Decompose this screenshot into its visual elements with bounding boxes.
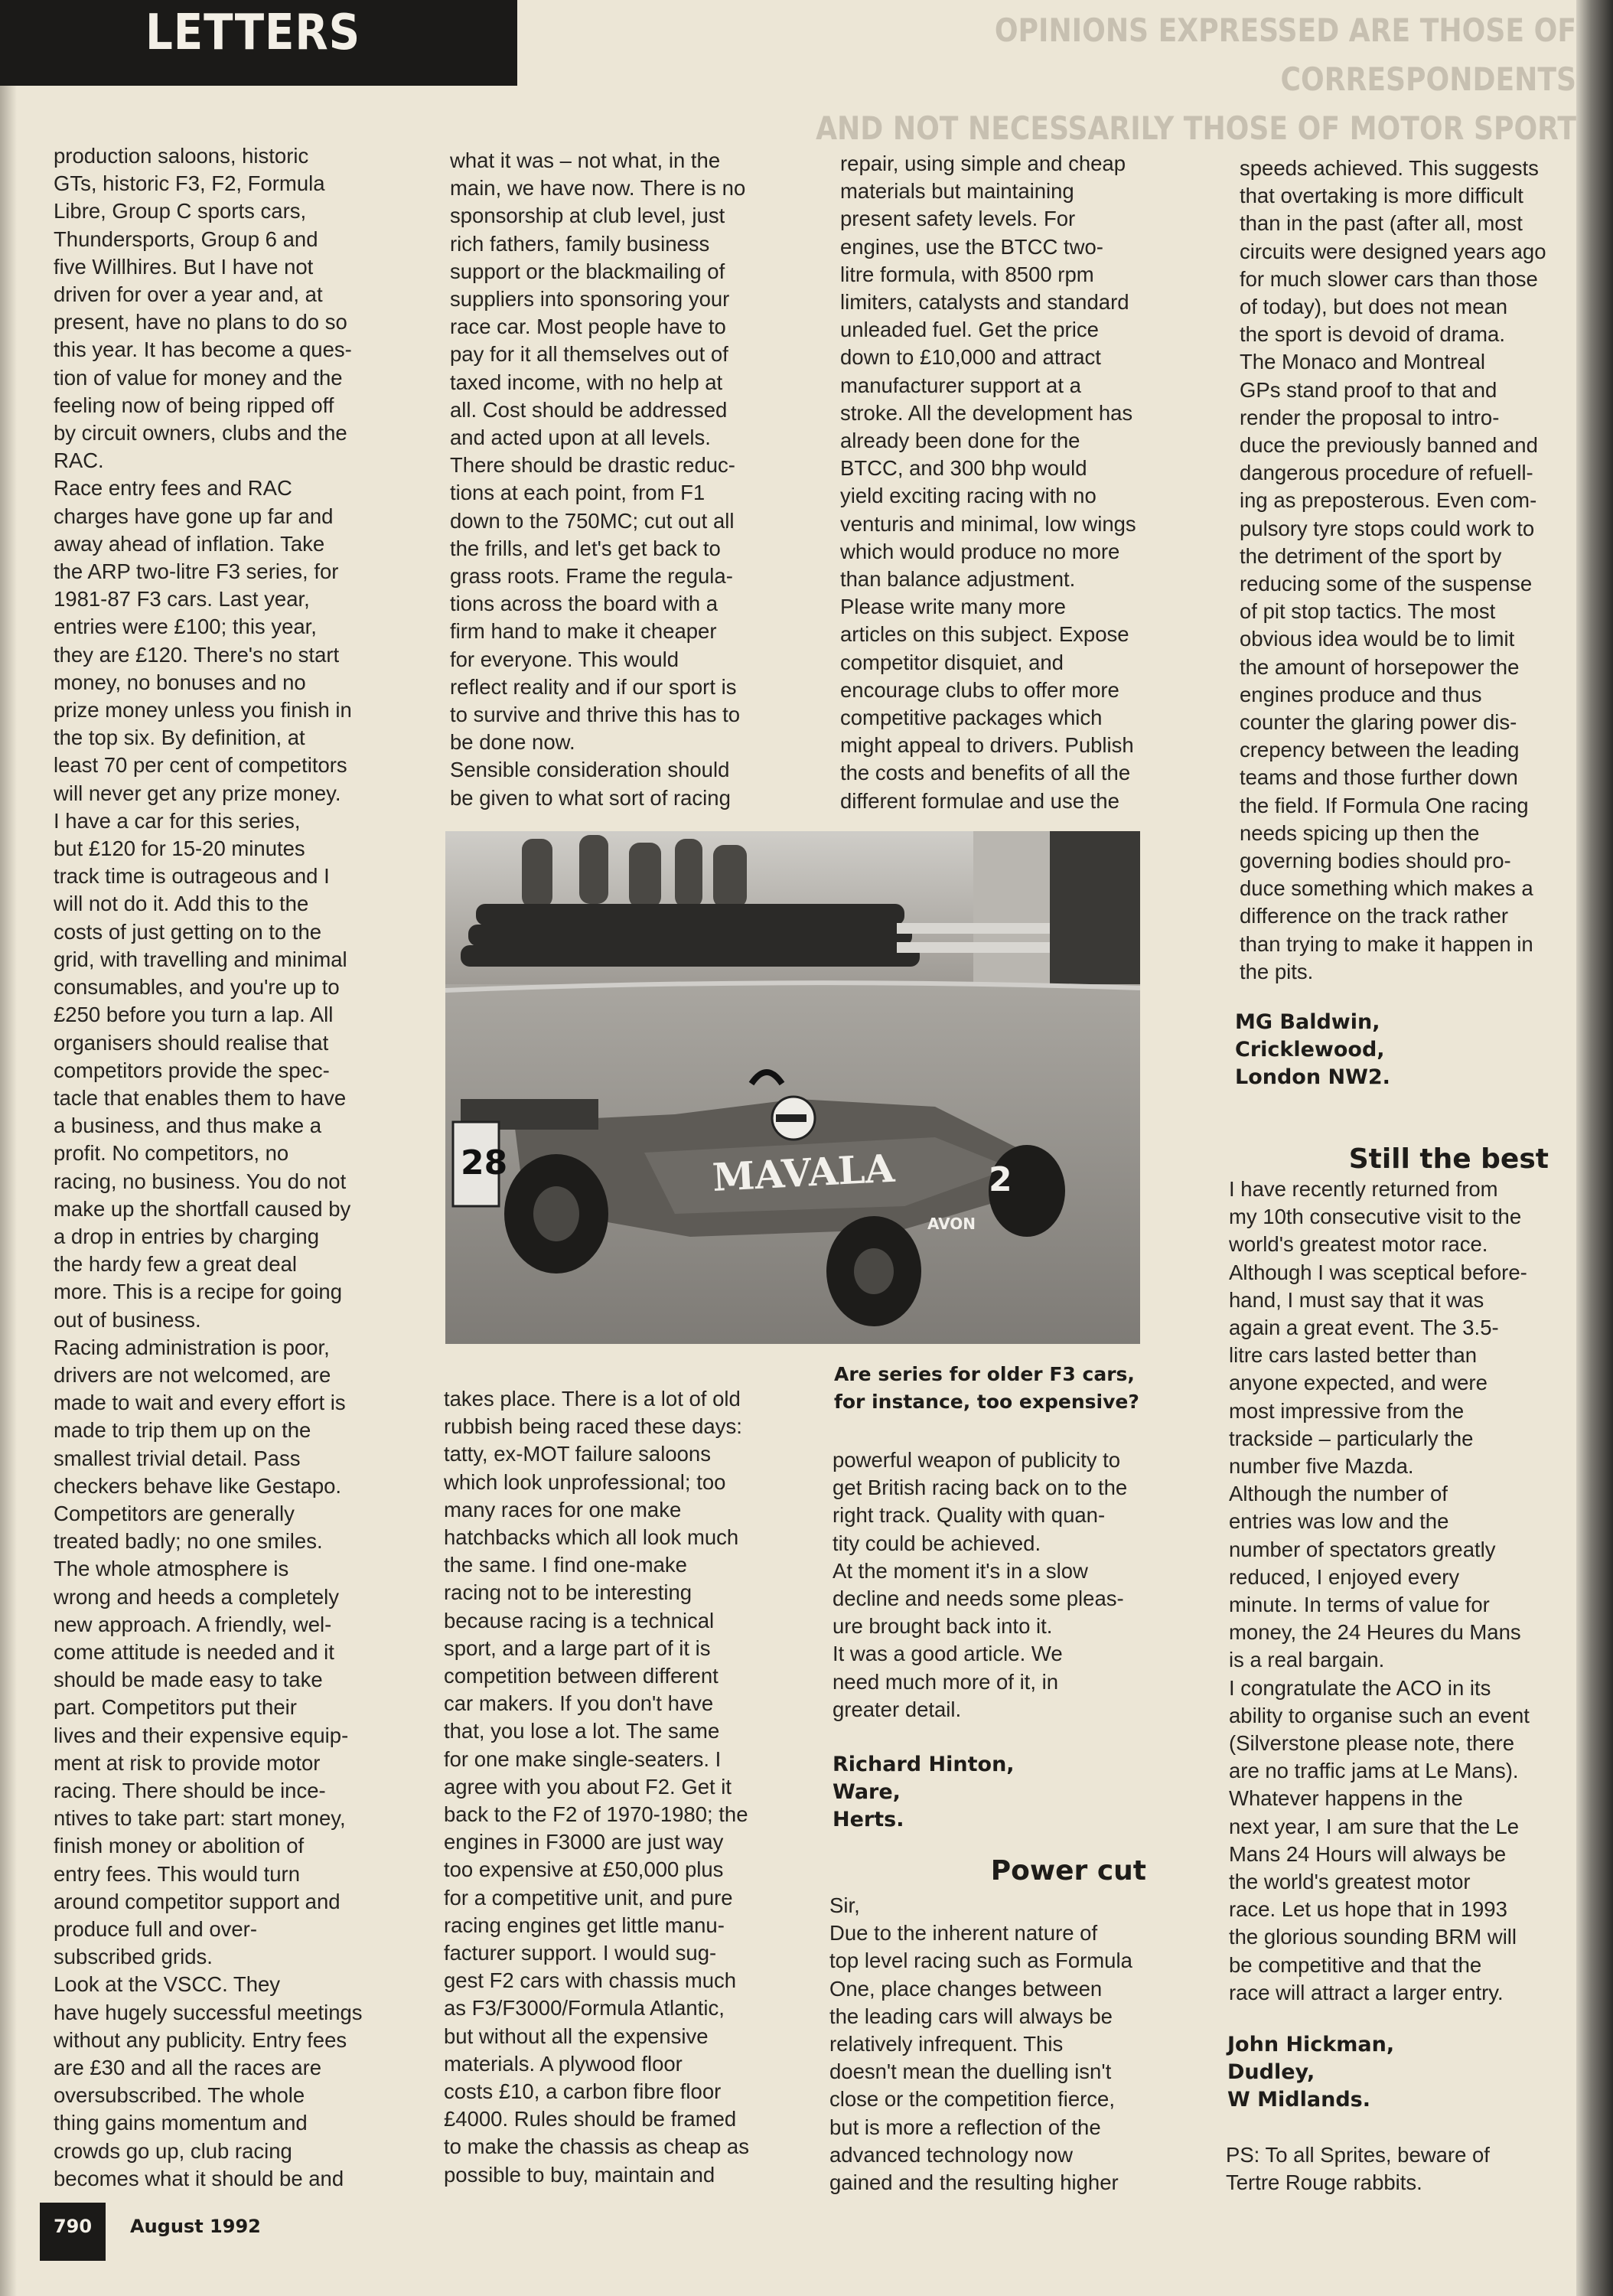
editorial-disclaimer: OPINIONS EXPRESSED ARE THOSE OF CORRESPONDENTS AND NOT NECESSARILY THOSE OF MOTOR SPORT	[816, 11, 1576, 147]
letter-body-column-2-top: what it was – not what, in the main, we have now. There is no sponsorship at club level, just rich fathers, family business support or the blackmailing of suppliers into sponsoring your race car. Most people have to pay for it all themselves out of taxed income, with no help at all. Cost should be addressed and acted upon at all levels. There should be drastic reduc- tions at each point, from F1 down to the 750MC; cut out all the frills, and let's get back to grass roots. Frame the regula- tions across the board with a firm hand to make it cheaper for everyone. This would reflect reality and if our sport is to survive and thrive this has to be done now. Sensible consideration should be given to what sort of racing	[450, 148, 746, 810]
page-gutter-shadow	[0, 0, 17, 2296]
subhead-power-cut: Power cut	[990, 1855, 1146, 1887]
car-number-28: 28	[461, 1143, 508, 1182]
letter-body-column-3-bottom: Sir, Due to the inherent nature of top level racing such as Formula One, place changes between the leading cars will always be relatively infrequent. This doesn't mean the duelling isn't close or the competition fierce, but is more a reflection of the advanced technology now gained and the resulting higher	[829, 1893, 1132, 2195]
subhead-still-the-best: Still the best	[1348, 1143, 1549, 1175]
pit-wall	[973, 831, 1050, 992]
racing-car-illustration	[445, 831, 1140, 1344]
signature-richard-hinton: Richard Hinton, Ware, Herts.	[833, 1753, 1015, 1831]
sidepod-sponsor: AVON	[927, 1215, 976, 1233]
letter-body-column-1: production saloons, historic GTs, historic F3, F2, Formula Libre, Group C sports cars, Thundersports, Group 6 and five Willhires. But I have not driven for over a year and, at present, have no plans to do so this year. It has become a ques- tion of value for money and the feeling now of being ripped off by circuit owners, clubs and the RAC. Race entry fees and RAC charges have gone up far and away ahead of inflation. Take the ARP two-litre F3 series, for 1981-87 F3 cars. Last year, entries were £100; this year, they are £120. There's no start money, no bonuses and no prize money unless you finish in the top six. By definition, at least 70 per cent of competitors will never get any prize money. I have a car for this series, but £120 for 15-20 minutes track time is outrageous and I will not do it. Add this to the costs of just getting on to the grid, with travelling and minimal consumables, and you're up to £250 before you turn a lap. All organisers should realise that competitors provide the spec- tacle that enables them to have a business, and thus make a profit. No competitors, no racing, no business. You do not make up the shortfall caused by a drop in entries by charging the hardy few a great deal more. This is a recipe for going out of business. Racing administration is poor, drivers are not welcomed, are made to wait and every effort is made to trip them up on the smallest trivial detail. Pass checkers behave like Gestapo. Competitors are generally treated badly; no one smiles. The whole atmosphere is wrong and heeds a completely new approach. A friendly, wel- come attitude is needed and it should be made easy to take part. Competitors put their lives and their expensive equip- ment at risk to provide motor racing. There should be ince- ntives to take part: start money, finish money or abolition of entry fees. This would turn around competitor support and produce full and over- subscribed grids. Look at the VSCC. They have hugely successful meetings without any publicity. Entry fees are £30 and all the races are oversubscribed. The whole thing gains momentum and crowds go up, club racing becomes what it should be and	[54, 144, 363, 2190]
livery-text: MAVALA	[711, 1145, 896, 1200]
letter-body-column-4-bottom: I have recently returned from my 10th consecutive visit to the world's greatest motor race. Although I was sceptical before- hand, I must say that it was again a great event. The 3.5- litre cars lasted better than anyone expected, and were most impressive from the trackside – particularly the number five Mazda. Although the number of entries was low and the number of spectators greatly reduced, I enjoyed every minute. In terms of value for money, the 24 Heures du Mans is a real bargain. I congratulate the ACO in its ability to organise such an event (Silverstone please note, there are no traffic jams at Le Mans). Whatever happens in the next year, I am sure that the Le Mans 24 Hours will always be the world's greatest motor race. Let us hope that in 1993 the glorious sounding BRM will be competitive and that the race will attract a larger entry.	[1229, 1177, 1530, 2004]
nose-number: 2	[989, 1160, 1012, 1199]
photo-caption: Are series for older F3 cars, for instance, too expensive?	[834, 1363, 1139, 1413]
postscript: PS: To all Sprites, beware of Tertre Rouge rabbits.	[1226, 2143, 1490, 2195]
armco-barrier	[897, 923, 1050, 934]
issue-date: August 1992	[130, 2216, 261, 2237]
signature-mg-baldwin: MG Baldwin, Cricklewood, London NW2.	[1235, 1010, 1390, 1089]
garage-opening	[1050, 831, 1140, 992]
signature-john-hickman: John Hickman, Dudley, W Midlands.	[1227, 2033, 1395, 2112]
letter-body-column-4-top: speeds achieved. This suggests that overtaking is more difficult than in the past (after all, most circuits were designed years ago for much slower cars than those of today), but does not mean the sport is devoid of drama. The Monaco and Montreal GPs stand proof to that and render the proposal to intro- duce the previously banned and dangerous procedure of refuell- ing as preposterous. Even com- pulsory tyre stops could work to the detriment of the sport by reducing some of the suspense of pit stop tactics. The most obvious idea would be to limit the amount of horsepower the engines produce and thus counter the glaring power dis- crepency between the leading teams and those further down the field. If Formula One racing needs spicing up then the governing bodies should pro- duce something which makes a difference on the track rather than trying to make it happen in the pits.	[1240, 156, 1546, 983]
page-number: 790	[53, 2216, 93, 2237]
page-edge-shadow	[1576, 0, 1613, 2296]
letter-body-column-2-bottom: takes place. There is a lot of old rubbish being raced these days: tatty, ex-MOT failure saloons which look unprofessional; too many races for one make hatchbacks which all look much the same. I find one-make racing not to be interesting because racing is a technical sport, and a large part of it is competition between different car makers. If you don't have that, you lose a lot. The same for one make single-seaters. I agree with you about F2. Get it back to the F2 of 1970-1980; the engines in F3000 are just way too expensive at £50,000 plus for a competitive unit, and pure racing engines get little manu- facturer support. I would sug- gest F2 cars with chassis much as F3/F3000/Formula Atlantic, but without all the expensive materials. A plywood floor costs £10, a carbon fibre floor £4000. Rules should be framed to make the chassis as cheap as possible to buy, maintain and	[444, 1387, 749, 2187]
letter-body-column-3-mid: powerful weapon of publicity to get British racing back on to the right track. Quality with quan- tity could be achieved. At the moment it's in a slow decline and needs some pleas- ure brought back into it. It was a good article. We need much more of it, in greater detail.	[833, 1448, 1128, 1721]
section-title: LETTERS	[145, 5, 361, 61]
tyre-barrier	[461, 904, 920, 967]
racing-car-photo	[445, 831, 1140, 1344]
letter-body-column-3-top: repair, using simple and cheap materials but maintaining present safety levels. For engines, use the BTCC two- litre formula, with 8500 rpm limiters, catalysts and standard unleaded fuel. Get the price down to £10,000 and attract manufacturer support at a stroke. All the development has already been done for the BTCC, and 300 bhp would yield exciting racing with no venturis and minimal, low wings which would produce no more than balance adjustment. Please write many more articles on this subject. Expose competitor disquiet, and encourage clubs to offer more competitive packages which might appeal to drivers. Publish the costs and benefits of all the different formulae and use the	[840, 152, 1136, 813]
